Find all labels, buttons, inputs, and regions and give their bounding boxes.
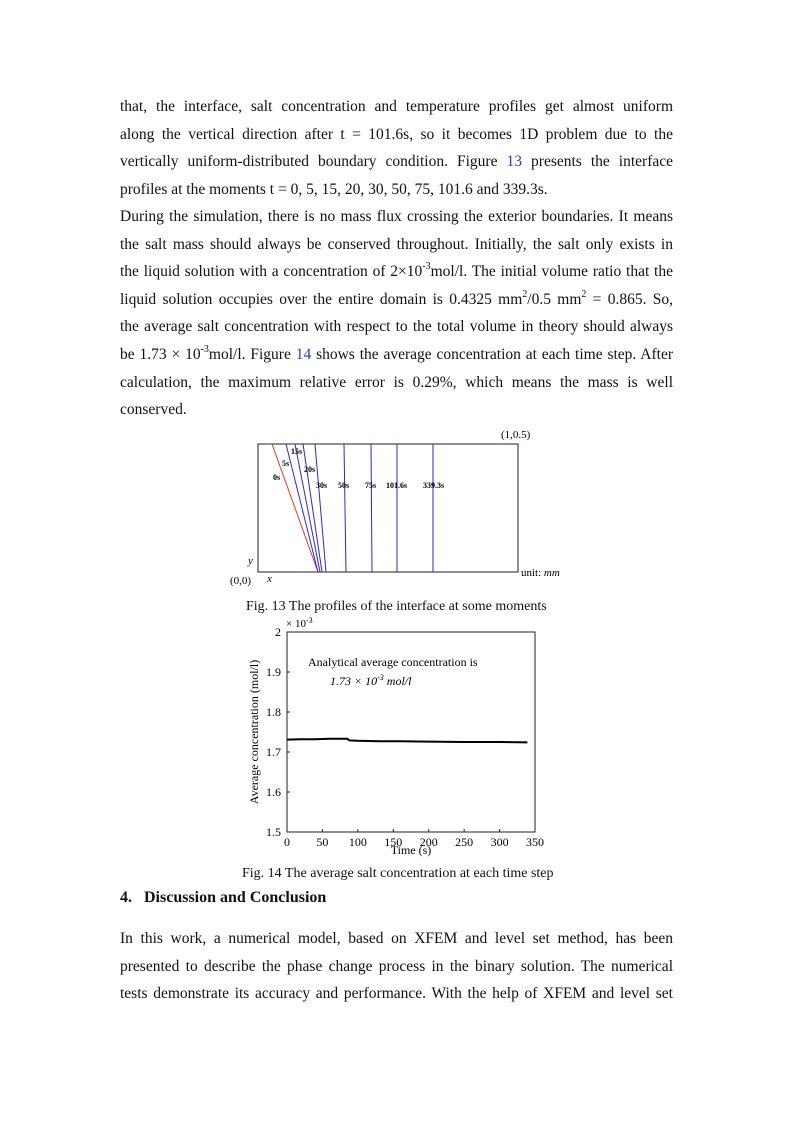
figure-14-caption: Fig. 14 The average salt concentration at each time step — [242, 866, 554, 881]
text-line: the average salt concentration with respect to the total volume in theory should always — [120, 318, 673, 336]
text-line — [120, 148, 673, 176]
text-line: the salt mass should always be conserved throughout. Initially, the salt only exists in — [120, 235, 673, 253]
y-tick-label: 1.6 — [266, 785, 281, 799]
axis-label-x: x — [267, 573, 272, 585]
text-line: calculation, the maximum relative error is 0.29%, which means the mass is well — [120, 373, 673, 391]
text-fragment: be 1.73 × 10 — [120, 345, 201, 363]
corner-label-origin: (0,0) — [230, 575, 252, 587]
text-line: During the simulation, there is no mass flux crossing the exterior boundaries. It means — [120, 208, 673, 225]
text-line: tests demonstrate its accuracy and performance. With the help of XFEM and level set — [120, 985, 673, 1003]
text-fragment: mol/l. The initial volume ratio that the — [430, 263, 673, 281]
text-line — [120, 286, 673, 314]
profile-75s — [371, 444, 372, 572]
text-line: that, the interface, salt concentration and temperature profiles get almost uniform — [120, 98, 673, 115]
text-line: profiles at the moments t = 0, 5, 15, 20, 30, 50, 75, 101.6 and 339.3s. — [120, 180, 548, 198]
text-fragment: shows the average concentration at each time step. After — [316, 345, 673, 363]
label-0s: 0s — [273, 473, 281, 482]
annotation-line-2: $1.73 \times 10^{-3}$ mol/l — [330, 673, 412, 688]
axis-label-y: y — [248, 555, 253, 567]
label-75s: 75s — [365, 481, 377, 490]
profile-5s — [286, 444, 318, 572]
annotation-line-1: Analytical average concentration is — [308, 655, 478, 669]
section-number: 4. — [120, 889, 132, 906]
label-5s: 5s — [282, 459, 290, 468]
label-20s: 20s — [304, 465, 316, 474]
x-tick-label: 250 — [455, 835, 474, 849]
text-fragment: /0.5 mm — [527, 290, 582, 308]
label-15s: 15s — [291, 447, 303, 456]
y-tick-label: 1.9 — [266, 665, 281, 679]
x-tick-label: 200 — [419, 835, 438, 849]
section-title: Discussion and Conclusion — [144, 889, 327, 906]
x-tick-label: 50 — [316, 835, 329, 849]
x-tick-label: 300 — [490, 835, 509, 849]
figure-13-caption: Fig. 13 The profiles of the interface at some moments — [246, 599, 547, 614]
text-fragment: the liquid solution with a concentration of 2×10 — [120, 263, 423, 281]
y-tick-label: 1.8 — [266, 705, 281, 719]
label-339-3s: 339.3s — [423, 481, 445, 490]
y-axis-label: Average concentration (mol/l) — [247, 659, 261, 805]
profile-20s — [303, 444, 322, 572]
y-tick-label: 2 — [275, 625, 281, 639]
unit-label: unit: mm — [521, 567, 560, 579]
x-tick-label: 100 — [348, 835, 367, 849]
x-tick-label: 0 — [284, 835, 290, 849]
x-tick-label: 150 — [384, 835, 403, 849]
profile-50s — [344, 444, 346, 572]
x-tick-label: 350 — [526, 835, 544, 849]
label-101-6s: 101.6s — [386, 481, 408, 490]
figure-14-average-concentration-chart — [240, 612, 560, 862]
text-line: conserved. — [120, 401, 187, 419]
series-line-average-concentration — [287, 739, 527, 743]
text-fragment: vertically uniform-distributed boundary condition. Figure — [120, 153, 498, 171]
text-line — [120, 258, 673, 286]
text-fragment: = 0.865. So, — [586, 290, 673, 308]
profile-0s — [272, 444, 318, 572]
label-50s: 50s — [338, 481, 350, 490]
section-heading — [120, 889, 326, 907]
superscript: -3 — [200, 343, 209, 355]
y-tick-label: 1.7 — [266, 745, 281, 759]
text-fragment: liquid solution occupies over the entire domain is 0.4325 mm — [120, 290, 523, 308]
text-line — [120, 341, 673, 369]
paragraph-3 — [120, 925, 673, 1008]
x-axis-label: Time (s) — [390, 843, 432, 857]
superscript: 2 — [581, 288, 587, 300]
text-fragment: presents the interface — [531, 153, 674, 171]
figure-13-link[interactable]: 13 — [506, 153, 522, 171]
superscript: -3 — [422, 261, 431, 273]
text-line: presented to describe the phase change process in the binary solution. The numerical — [120, 957, 673, 975]
paragraph-2 — [120, 203, 673, 424]
text-line: along the vertical direction after t = 101.6s, so it becomes 1D problem due to the — [120, 125, 673, 143]
y-exponent-label: × $10^{-3}$ — [286, 616, 313, 630]
y-tick-label: 1.5 — [266, 825, 281, 839]
figure-14-link[interactable]: 14 — [295, 345, 312, 363]
paragraph-1 — [120, 93, 673, 203]
text-line: In this work, a numerical model, based on XFEM and level set method, has been — [120, 930, 673, 947]
label-30s: 30s — [316, 481, 328, 490]
text-fragment: mol/l. Figure — [208, 345, 291, 363]
superscript: 2 — [522, 288, 528, 300]
figure-13-interface-profiles — [220, 424, 570, 594]
corner-label-top-right: (1,0.5) — [501, 429, 531, 441]
domain-box — [258, 444, 518, 572]
